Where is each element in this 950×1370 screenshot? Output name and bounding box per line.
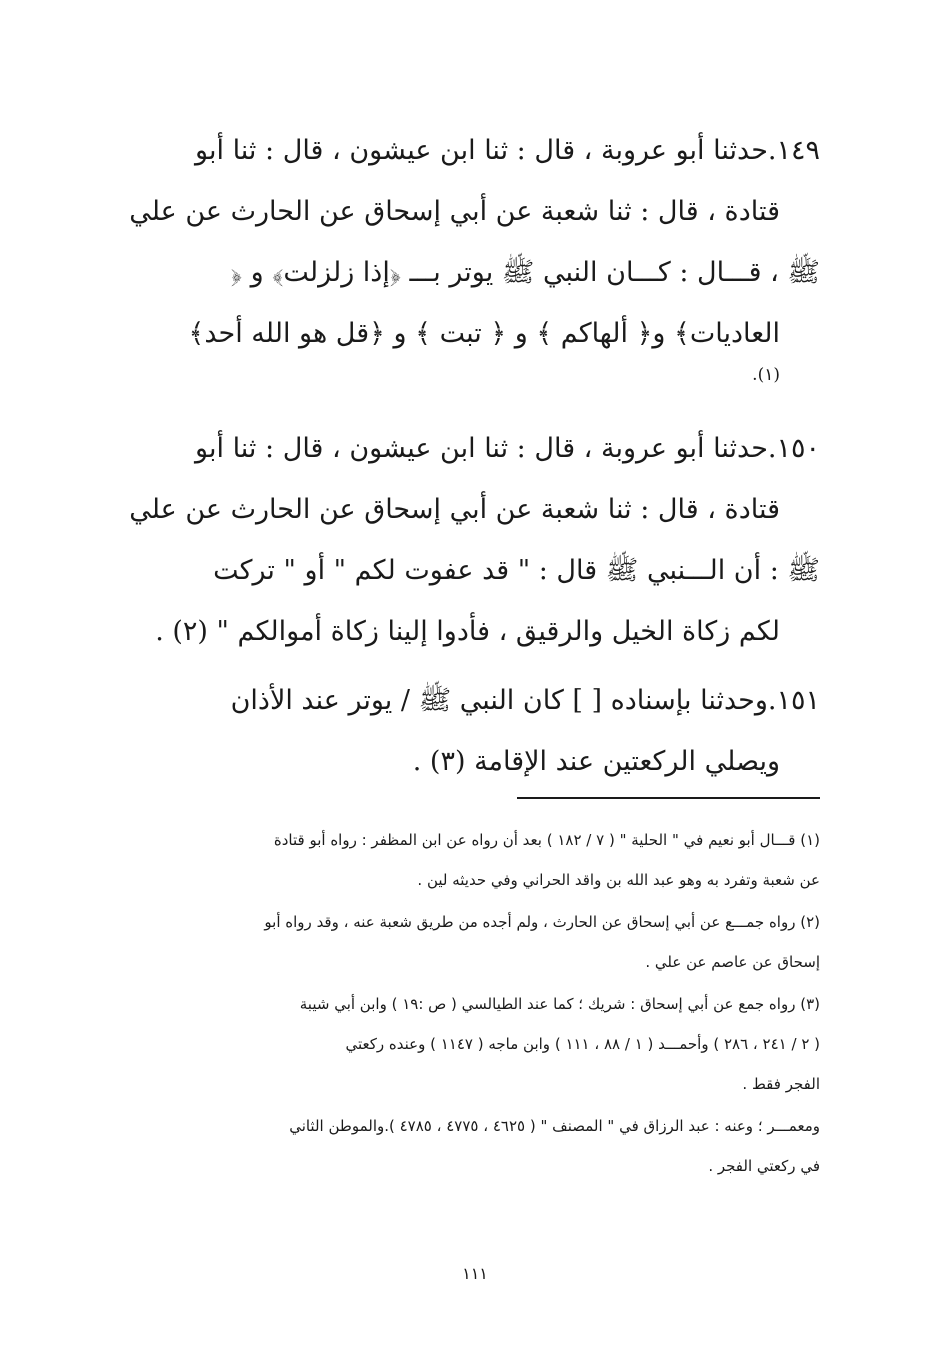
text-line: ١٤٩.حدثنا أبو عروبة ، قال : ثنا ابن عيشون ، قال : ثنا أبو [195,135,820,166]
footnote-reference: (١). [752,365,780,385]
footnote-3-continued [165,1106,820,1186]
footnote-1 [165,820,820,900]
text-line: العاديات﴾ و﴿ ألهاكم ﴾ و ﴿ تبت ﴾ و ﴿قل هو الله أحد﴾ [188,318,780,349]
footnote-line: عن شعبة وتفرد به وهو عبد الله بن واقد الحراني وفي حديثه لين . [417,871,820,889]
footnote-line: (٢) رواه جمـــع عن أبي إسحاق عن الحارث ، ولم أجده من طريق شعبة عنه ، وقد رواه أبو [264,913,820,931]
footnotes [165,820,820,1188]
hadith-150 [129,418,820,662]
footnote-line: (٣) رواه جمع عن أبي إسحاق : شريك ؛ كما عند الطيالسي ( ص :١٩ ) وابن أبي شيبة [299,995,820,1013]
footnote-line: ومعمـــر ؛ وعنه : عبد الرزاق في " المصنف " ( ٤٦٢٥ ، ٤٧٧٥ ، ٤٧٨٥ ).والموطن الثاني [289,1117,820,1135]
text-line: ١٥١.وحدثنا بإسناده [ ] كان النبي ﷺ / يوتر عند الأذان [230,685,820,716]
hadith-151 [165,670,820,792]
hadith-149 [129,120,820,364]
footnote-line: ( ٢ / ٢٤١ ، ٢٨٦ ) وأحمـــد ( ١ / ٨٨ ، ١١١ ) وابن ماجه ( ١١٤٧ ) وعنده ركعتي [345,1035,820,1053]
main-text [129,120,820,800]
footnote-separator [517,797,820,799]
text-line: ١٥٠.حدثنا أبو عروبة ، قال : ثنا ابن عيشون ، قال : ثنا أبو [195,433,820,464]
text-line: ﷺ ، قـــال : كـــان النبي ﷺ يوتر بـــ ﴿إذا زلزلت﴾ و ﴿ [230,257,820,288]
footnote-line: في ركعتي الفجر . [708,1157,820,1175]
footnote-3 [165,984,820,1104]
footnote-line: الفجر فقط . [742,1075,820,1093]
text-line: قتادة ، قال : ثنا شعبة عن أبي إسحاق عن الحارث عن علي [129,196,780,227]
text-line: ويصلي الركعتين عند الإقامة (٣) . [412,746,780,777]
footnote-line: إسحاق عن عاصم عن علي . [645,953,820,971]
text-line: قتادة ، قال : ثنا شعبة عن أبي إسحاق عن الحارث عن علي [129,494,780,525]
page-number: ١١١ [462,1264,488,1283]
footnote-2 [165,902,820,982]
text-line: لكم زكاة الخيل والرقيق ، فأدوا إلينا زكاة أموالكم " (٢) . [155,616,780,647]
text-line: ﷺ : أن الـــنبي ﷺ قال : " قد عفوت لكم " أو " تركت [213,555,820,586]
footnote-line: (١) قـــال أبو نعيم في " الحلية " ( ٧ / ١٨٢ ) بعد أن رواه عن ابن المظفر : رواه أبو قتادة [273,831,820,849]
